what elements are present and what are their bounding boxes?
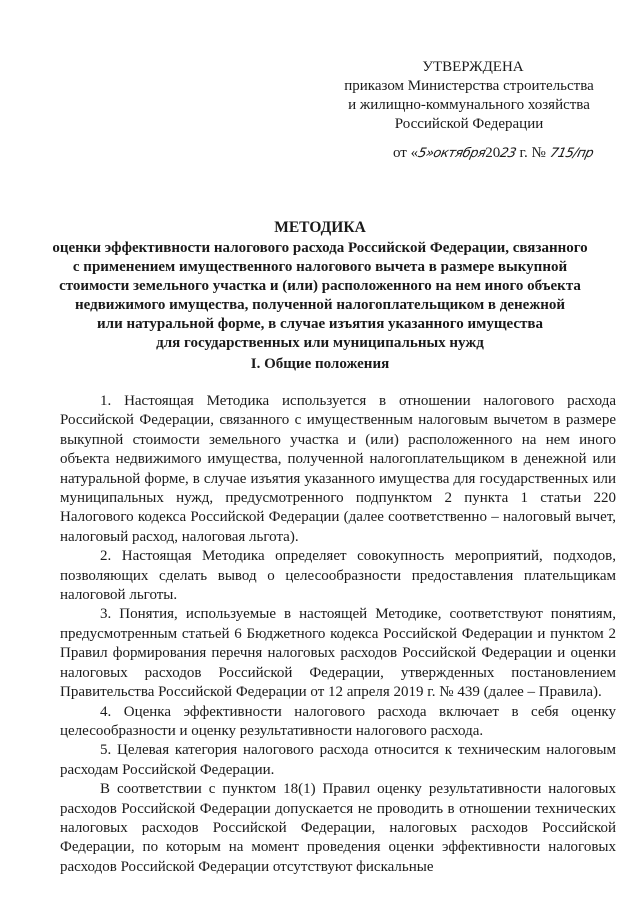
paragraph: 3. Понятия, используемые в настоящей Методике, соответствуют понятиям, предусмотренным статьей 6 Бюджетного кодекса Российской Федерации и пунктом 2 Правил формирования перечня налоговых расходов Российской Федерации и оценки налоговых расходов Российской Федерации, утвержденных постановлением Правительства Российской Федерации от 12 апреля 2019 г. № 439 (далее – Правила). [60,606,616,701]
document-subtitle-line: с применением имущественного налогового вычета в размере выкупной [72,259,568,275]
section-heading: I. Общие положения [250,356,390,372]
document-body [60,392,616,877]
approval-line: Российской Федерации [394,116,544,132]
order-date-number [393,143,623,164]
document-subtitle-line: стоимости земельного участка и (или) расположенного на нем иного объекта [59,278,581,294]
document-subtitle-line: недвижимого имущества, полученной налогоплательщиком в денежной [75,297,565,313]
approval-line: приказом Министерства строительства [344,78,594,94]
paragraph: 5. Целевая категория налогового расхода относится к техническим налоговым расходам Российской Федерации. [60,742,616,778]
document-subtitle-line: или натуральной форме, в случае изъятия указанного имущества [97,316,543,332]
handwritten-year: 23 [498,146,518,161]
date-prefix: от « [393,145,419,161]
year-suffix: г. № [515,145,546,161]
paragraph: 1. Настоящая Методика используется в отношении налогового расхода Российской Федерации, связанного с имущественным налоговым вычетом в размере выкупной стоимости земельного участка и (или) расположенного на нем иного объекта недвижимого имущества, полученной налогоплательщиком в денежной или натуральной форме, в случае изъятия указанного имущества для государственных или муниципальных нужд, предусмотренного подпунктом 2 пункта 1 статьи 220 Налогового кодекса Российской Федерации (далее соответственно – налоговый вычет, налоговый расход, налоговая льгота). [60,393,616,545]
handwritten-date: 5»октября [416,146,487,161]
document-title [30,218,610,353]
handwritten-order-number: 715/пр [548,146,595,161]
paragraph: 2. Настоящая Методика определяет совокупность мероприятий, подходов, позволяющих сделать вывод о целесообразности предоставления плательщикам налоговой льготы. [60,548,616,604]
paragraph: В соответствии с пунктом 18(1) Правил оценку результативности налоговых расходов Российской Федерации допускается не проводить в отношении технических налоговых расходов Российской Федерации, налоговых расходов Российской Федерации, по которым на момент проведения оценки эффективности налоговых расходов Российской Федерации отсутствуют фискальные [60,781,616,875]
approval-title: УТВЕРЖДЕНА [422,59,524,75]
year-prefix: 20 [485,145,501,161]
paragraph: 4. Оценка эффективности налогового расхода включает в себя оценку целесообразности и оценку результативности налогового расхода. [60,703,616,739]
document-subtitle-line: для государственных или муниципальных нужд [156,335,484,351]
document-subtitle-line: оценки эффективности налогового расхода Российской Федерации, связанного [52,240,588,256]
document-name: МЕТОДИКА [274,219,366,236]
approval-line: и жилищно-коммунального хозяйства [348,97,590,113]
approval-block [334,58,604,134]
